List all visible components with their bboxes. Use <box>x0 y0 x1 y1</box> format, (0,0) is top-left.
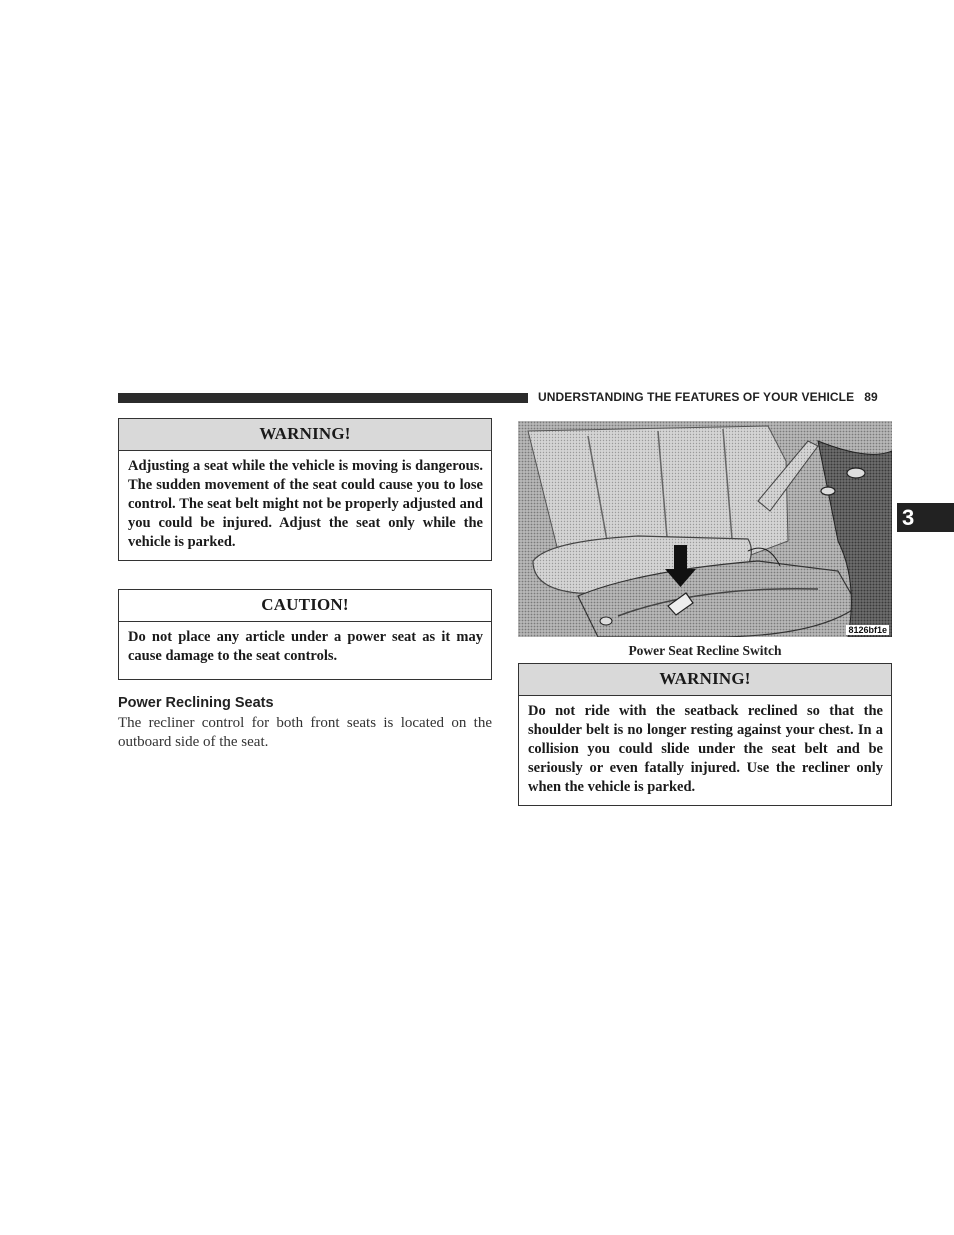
section-heading: Power Reclining Seats <box>118 695 274 711</box>
header-rule <box>118 393 528 403</box>
warning-text: Do not ride with the seatback reclined so that the shoulder belt is no longer resting against your chest. In a collision you could slide under the seat belt and be seriously or even fatally injured. Use the recliner only when the vehicle is parked. <box>528 703 883 795</box>
seat-illustration <box>518 421 892 637</box>
header-section-title: UNDERSTANDING THE FEATURES OF YOUR VEHICLE <box>538 390 855 404</box>
caution-box <box>118 589 492 680</box>
caution-text: Do not place any article under a power seat as it may cause damage to the seat controls. <box>128 629 483 664</box>
caution-title: CAUTION! <box>119 590 491 622</box>
warning-box-recline <box>518 663 892 806</box>
figure-code: 8126bf1e <box>848 625 887 635</box>
section-paragraph: The recliner control for both front seats is located on the outboard side of the seat. <box>118 715 492 750</box>
chapter-tab: 3 <box>897 503 954 532</box>
page-number: 89 <box>864 390 878 404</box>
warning-text: Adjusting a seat while the vehicle is moving is dangerous. The sudden movement of the seat could cause you to lose control. The seat belt might not be properly adjusted and you could be injured. Adjust the seat only while the vehicle is parked. <box>128 458 483 550</box>
warning-box-seat-adjust <box>118 418 492 561</box>
seat-recline-figure <box>518 421 892 637</box>
warning-title: WARNING! <box>119 419 491 451</box>
running-header <box>538 390 878 404</box>
figure-caption: Power Seat Recline Switch <box>628 643 782 658</box>
warning-title: WARNING! <box>519 664 891 696</box>
